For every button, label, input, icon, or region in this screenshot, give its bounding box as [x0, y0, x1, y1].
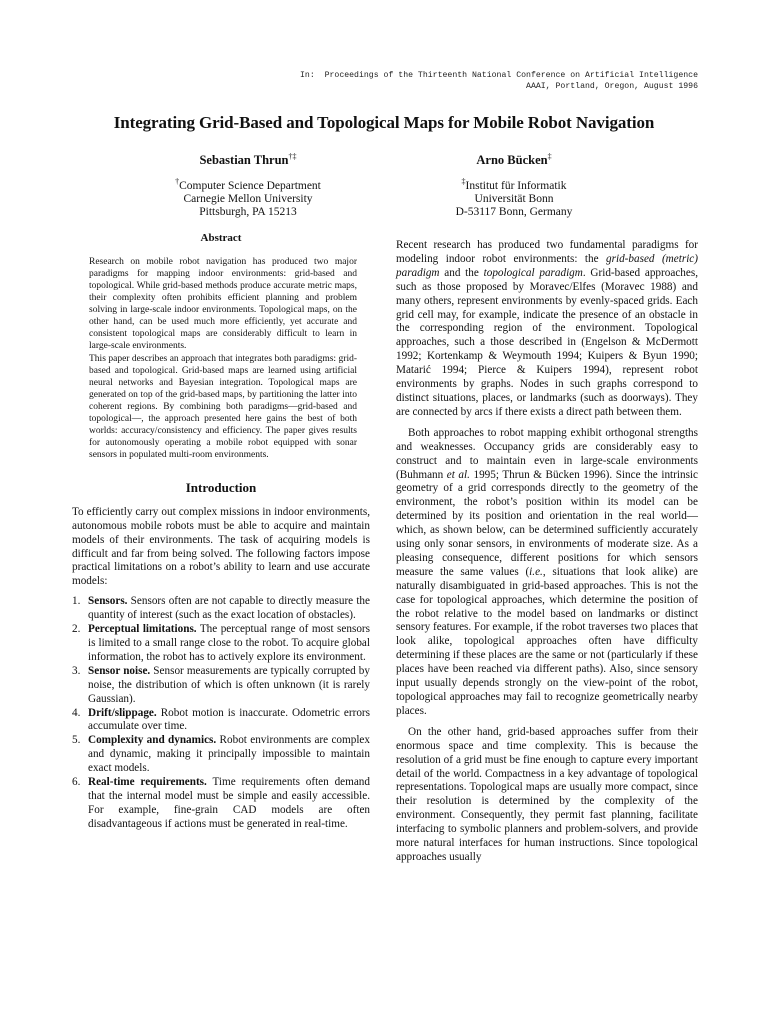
body-paragraph-1: Recent research has produced two fundamental paradigms for modeling indoor robot environments: the grid-based (metric) paradigm and the topological paradigm. Grid-based approaches, such as those proposed by Moravec/Elfes (Moravec 1988) and many others, represent environments by evenly-spaced grids. Each grid cell may, for example, indicate the presence of an obstacle in the corresponding region of the environment. Topological approaches, such a those described in (Engelson & McDermott 1992; Kortenkamp & Weymouth 1994; Kuipers & Byun 1990; Matarić 1994; Pierce & Kuipers 1994), represent robot environments by graphs. Nodes in such graphs correspond to distinct situations, places, or landmarks (such as doorways). They are connected by arcs if there exists a direct path between them.: [396, 239, 698, 418]
abstract-paragraph-1: Research on mobile robot navigation has produced two major paradigms for mapping indoor environments: grid-based and topological. While grid-based methods produce accurate metric maps, their complexity often prohibits efficient planning and problem solving in large-scale indoor environments. Topological maps, on the other hand, can be used much more efficiently, yet accurate and consistent topological maps are considerably difficult to learn in large-scale environments.: [89, 256, 357, 351]
author-institution: Carnegie Mellon University: [183, 192, 313, 205]
venue-line-2: AAAI, Portland, Oregon, August 1996: [526, 82, 698, 91]
author-department: ‡Institut für Informatik: [461, 176, 567, 192]
intro-paragraph-1: To efficiently carry out complex missions in indoor environments, autonomous mobile robots must be able to acquire and maintain models of their environments. The task of acquiring models is difficult and far from being solved. The following factors impose practical limitations on a robot’s ability to learn and use accurate models:: [72, 505, 370, 588]
author-marks: ‡: [547, 152, 552, 161]
author-name: Arno Bücken‡: [476, 152, 552, 168]
list-item: 6. Real-time requirements. Time requirements often demand that the internal model must be simple and easily accessible. For example, fine-grain CAD models are often disadvantageous if actions must be generated in real-time.: [72, 776, 370, 830]
author-city: Pittsburgh, PA 15213: [199, 206, 297, 219]
body-paragraph-3: On the other hand, grid-based approaches suffer from their enormous space and time complexity. This is because the resolution of a grid must be fine enough to capture every important detail of the world. Compactness in a key advantage of topological representations. Topological maps are usually more compact, since their resolution is determined by the complexity of the environment. Consequently, they permit fast planning, facilitate interfacing to symbolic planners and problem-solvers, and provide more natural interfaces for human instructions. Since topological approaches usually: [396, 725, 698, 863]
abstract: [72, 256, 370, 461]
list-item: 3. Sensor noise. Sensor measurements are typically corrupted by noise, the distribution of which is often unknown (it is rarely Gaussian).: [72, 664, 370, 705]
introduction-heading: Introduction: [185, 479, 257, 495]
list-item: 2. Perceptual limitations. The perceptual range of most sensors is limited to a small range close to the robot. To acquire global information, the robot has to actively explore its environment.: [72, 623, 370, 663]
author-department: †Computer Science Department: [175, 176, 321, 192]
list-item: 5. Complexity and dynamics. Robot environments are complex and dynamic, making it principally impossible to maintain exact models.: [72, 734, 370, 775]
author-name: Sebastian Thrun†‡: [199, 152, 297, 168]
venue-note: [300, 70, 698, 92]
list-item: 4. Drift/slippage. Robot motion is inaccurate. Odometric errors accumulate over time.: [72, 706, 370, 733]
author-marks: †‡: [288, 152, 297, 161]
paper-title: Integrating Grid-Based and Topological Maps for Mobile Robot Navigation: [113, 113, 655, 132]
venue-line-1: In: Proceedings of the Thirteenth National Conference on Artificial Intelligence: [300, 71, 698, 80]
limitations-list: [72, 595, 370, 831]
body-paragraph-2: Both approaches to robot mapping exhibit orthogonal strengths and weaknesses. Occupancy grids are considerably easy to construct and to maintain even in large-scale environments (Buhmann et al. 1995; Thrun & Bücken 1996). Since the intrinsic geometry of a grid corresponds directly to the geometry of the environment, the robot’s position within its model can be determined by its position and orientation in the real world—which, as shown below, can be determined sufficiently accurately using only sonar sensors, in environments of moderate size. As a pleasing consequence, different positions for which sensors measure the same values (i.e., situations that look alike) are naturally disambiguated in grid-based approaches. This is not the case for topological approaches, which determine the position of the robot relative to the model based on landmarks or distinct sensory features. For example, if the robot traverses two places that look alike, topological approaches often have difficulty determining if these places are the same or not (particularly if these places have been reached via different paths). Also, since sensory input usually depends strongly on the view-point of the robot, topological approaches may fail to recognize geometrically nearby places.: [396, 426, 698, 717]
author-institution: Universität Bonn: [474, 192, 554, 205]
right-column: [396, 239, 698, 865]
author-city: D-53117 Bonn, Germany: [455, 206, 573, 219]
author-block-1: [98, 150, 398, 220]
abstract-paragraph-2: This paper describes an approach that integrates both paradigms: grid-based and topological. Grid-based maps are learned using artificial neural networks and Bayesian integration. Topological maps are generated on top of the grid-based maps, by partitioning the latter into coherent regions. By combining both paradigms—grid-based and topological—, the approach presented here gains the best of both worlds: accuracy/consistency and efficiency. The paper gives results for autonomously operating a mobile robot equipped with sonar sensors in populated multi-room environments.: [89, 353, 357, 460]
author-block-2: [364, 150, 664, 220]
list-item: 1. Sensors. Sensors often are not capable to directly measure the quantity of interest (such as the exact location of obstacles).: [72, 595, 370, 622]
abstract-heading: Abstract: [200, 232, 242, 244]
left-column: [72, 232, 370, 832]
